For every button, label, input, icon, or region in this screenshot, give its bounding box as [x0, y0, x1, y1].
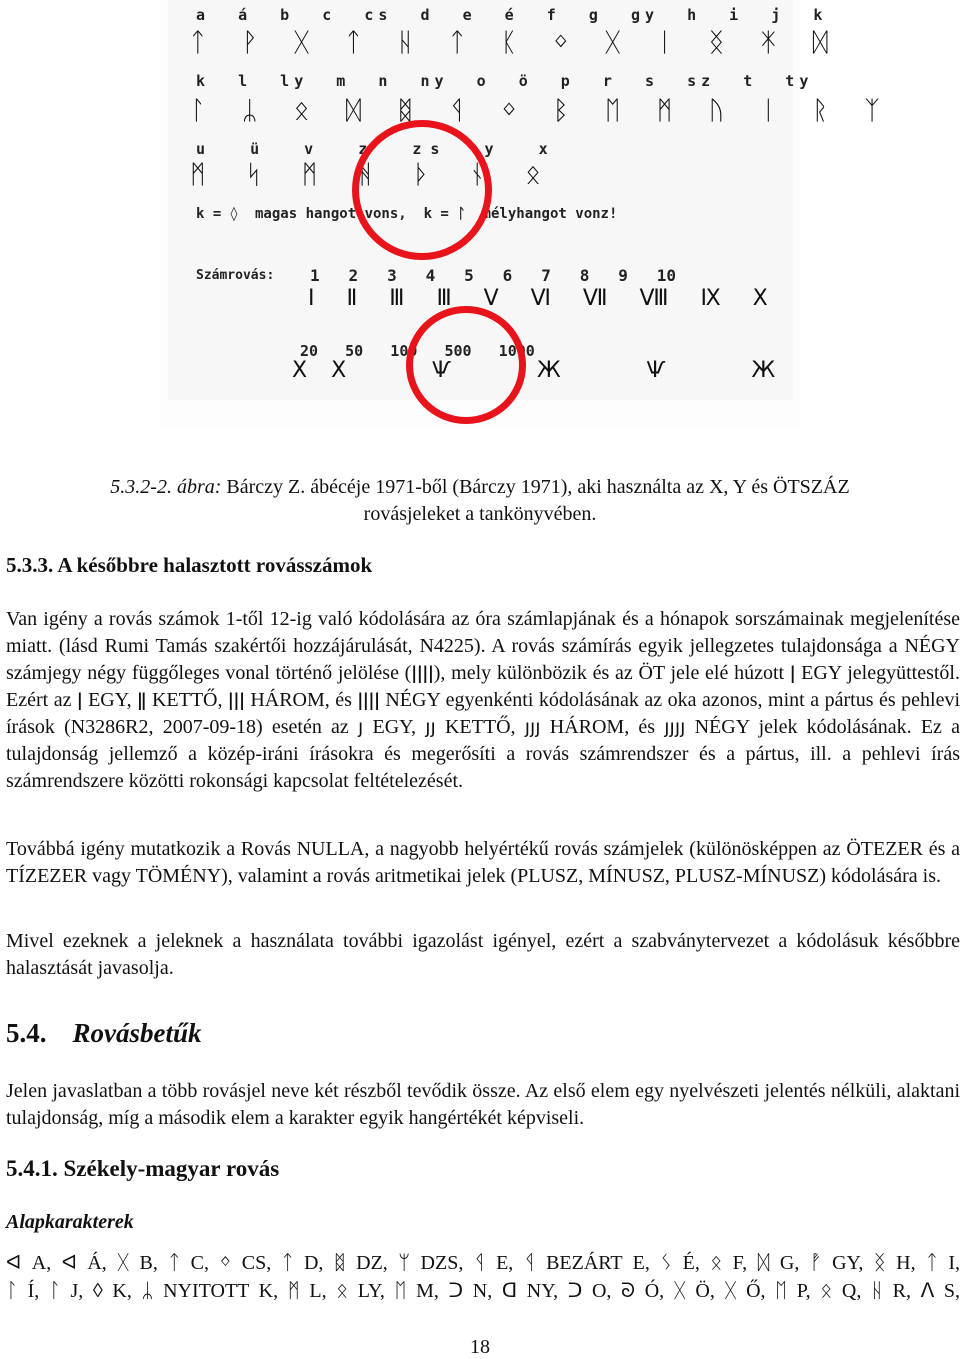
p1-text-b: ), mely különbözik és az ÖT jele elé húzott	[433, 662, 790, 684]
parthian-harom: ȷȷȷ	[524, 716, 541, 738]
section-541-heading: 5.4.1. Székely-magyar rovás	[6, 1156, 280, 1181]
section-54-number: 5.4.	[6, 1018, 47, 1048]
p1-text-k: NÉGY jelek kódolásának. Ez a tulajdonság jellemző a közép-iráni írásokra és megerősíti a rovás számrendszer és a pártus, ill. a pehlevi írás számrendszere közötti rokonsági kapcsolat feltételezését.	[6, 716, 960, 792]
rune-four-strokes: ǀǀǀǀ	[411, 662, 434, 684]
highlight-circle-xy	[352, 120, 492, 260]
highlight-circle-500	[406, 306, 526, 424]
alphabet-figure	[160, 0, 894, 430]
p1-text-j: HÁROM, és	[540, 716, 665, 738]
rune-one-stroke: ǀ	[789, 662, 796, 684]
section-533-paragraph-3: Mivel ezeknek a jeleknek a használata további igazolást igényel, ezért a szabványtervezet a kódolásuk későbbre halasztását javasolja.	[6, 930, 960, 979]
rune-harom: ǀǀǀ	[228, 689, 245, 711]
figure-numerals-label: Számrovás:	[196, 268, 275, 283]
base-character-line-1: ᐊ A, ᐊ Á, ᚷ B, ᛏ C, ᛜ CS, ᛏ D, ᛥ DZ, ᛘ DZS, ᛩ E, ᛩ BEZÁRT E, ᛊ É, ᛟ F, ᛞ G, ᚡ GY, ᛝ H, ᛏ I,	[6, 1252, 960, 1274]
section-54-paragraph: Jelen javaslatban a több rovásjel neve két részből tevődik össze. Az első elem egy nyelvészeti jelentés nélküli, alaktani tulajdonság, míg a második elem a karakter egyik hangértékét képviseli.	[6, 1080, 960, 1129]
figure-numerals-runes: Ⅰ Ⅱ Ⅲ Ⅲ Ⅴ Ⅵ Ⅶ Ⅷ Ⅸ Ⅹ	[308, 286, 774, 311]
p1-text-i: KETTŐ,	[435, 716, 525, 738]
figure-row4-text: k = ◊ magas hangot vons, k = ᛚ mélyhangot vonz!	[196, 206, 618, 222]
caption-text-line2: rovásjeleket a tankönyvében.	[363, 503, 597, 525]
figure-row1-runes: ᛏ ᚹ ᚷ ᛏ ᚺ ᛏ ᛕ ᛜ ᚷ ᛁ ᛝ ᛡ ᛞ	[190, 28, 842, 58]
section-54-title: Rovásbetűk	[72, 1018, 202, 1048]
base-character-list	[6, 1249, 960, 1305]
figure-row1-letters: a á b c cs d e é f g gy h i j k	[196, 6, 828, 24]
figure-numerals-digits: 1 2 3 4 5 6 7 8 9 10	[310, 266, 677, 285]
section-533-heading: 5.3.3. A későbbre halasztott rovásszámok	[6, 553, 373, 577]
figure-row2-runes: ᛚ ᛦ ᛟ ᛞ ᛥ ᛩ ᛜ ᛒ ᛖ ᛗ ᚢ ᛁ ᚱ ᛉ	[190, 96, 894, 126]
rune-negy: ǀǀǀǀ	[357, 689, 380, 711]
p1-text-e: KETTŐ,	[146, 689, 228, 711]
p1-text-c: EGY jelegyüttestől. Ezért az	[6, 662, 960, 711]
figure-row3-runes: ᛗ ᛋ ᛗ ᚻ ᚦ ᚾ ᛟ	[190, 160, 557, 190]
parthian-ketto: ȷȷ	[425, 716, 436, 738]
parthian-egy: ȷ	[358, 716, 364, 738]
p1-text-f: HÁROM, és	[244, 689, 358, 711]
caption-text-line1: Bárczy Z. ábécéje 1971-ből (Bárczy 1971), aki használta az X, Y és ÖTSZÁZ	[221, 476, 850, 498]
p1-text-g: NÉGY egyenkénti kódolásának az oka azonos, mint a pártus és pehlevi írások (N3286R2, 2007-09-18) esetén az	[6, 689, 960, 738]
figure-big-runes: ⅩⅩ Ѱ Ж Ѱ Ж	[292, 358, 800, 383]
caption-label: 5.3.2-2. ábra:	[110, 476, 222, 498]
section-541-subheading: Alapkarakterek	[6, 1211, 134, 1233]
figure-row2-letters: k l ly m n ny o ö p r s sz t ty	[196, 72, 814, 90]
rune-egy: ǀ	[76, 689, 83, 711]
figure-caption	[30, 474, 930, 528]
p1-text-a: Van igény a rovás számok 1-től 12-ig való kódolására az óra számlapjának és a hónapok sorszámainak megjelenítése miatt. (lásd Rumi Tamás szakértői hozzájárulását, N4225). A rovás számírás egyik jellegzetes tulajdonsága a NÉGY számjegy négy függőleges vonal történő jelölése (	[6, 608, 960, 684]
base-character-line-2: ᛚ Í, ᛚ J, ◊ K, ᛦ NYITOTT K, ᛗ L, ᛟ LY, ᛖ M, ᑐ N, ᗡ NY, ᑐ O, ᘐ Ó, ᚷ Ö, ᚷ Ő, ᛖ P, ᛟ Q, ᚺ R, ᐱ S,	[6, 1280, 960, 1302]
p1-text-d: EGY,	[82, 689, 138, 711]
p1-text-h: EGY,	[363, 716, 426, 738]
section-533-paragraph-2: Továbbá igény mutatkozik a Rovás NULLA, a nagyobb helyértékű rovás számjelek (különösképpen az ÖTEZER és a TÍZEZER vagy TÖMÉNY), valamint a rovás aritmetikai jelek (PLUSZ, MÍNUSZ, PLUSZ-MÍNUSZ) kódolására is.	[6, 838, 960, 887]
figure-row3-letters: u ü v z zs y x	[196, 140, 557, 158]
page-number: 18	[470, 1336, 490, 1358]
parthian-negy: ȷȷȷȷ	[664, 716, 686, 738]
rune-ketto: ǁ	[137, 689, 147, 711]
section-533-paragraph-1	[6, 606, 960, 795]
section-54-heading	[6, 1018, 202, 1049]
figure-big-digits: 20 50 100 500 1000	[300, 342, 535, 360]
